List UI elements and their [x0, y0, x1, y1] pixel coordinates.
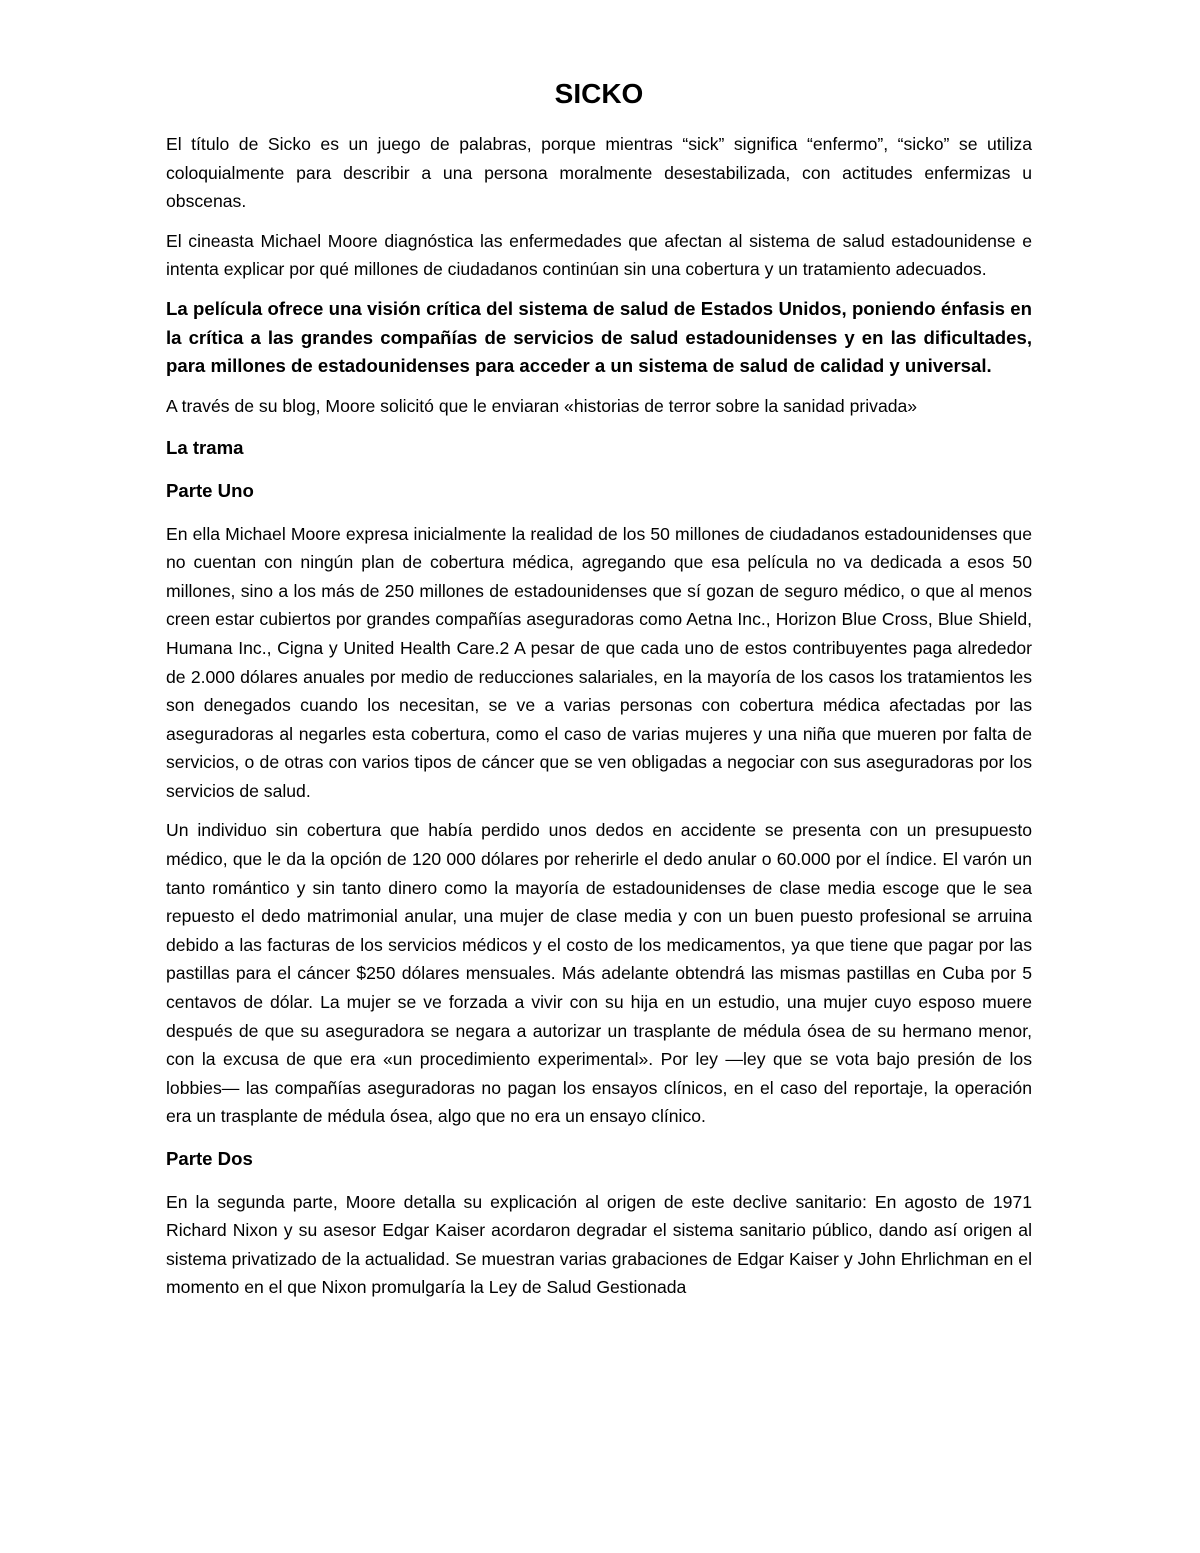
parte-dos-paragraph: En la segunda parte, Moore detalla su explicación al origen de este declive sanitario: En agosto de 1971 Richard Nixon y su asesor Edgar Kaiser acordaron degradar el sistema sanitario público, dando así origen al sistema privatizado de la actualidad. Se muestran varias grabaciones de Edgar Kaiser y John Ehrlichman en el momento en el que Nixon promulgaría la Ley de Salud Gestionada — [166, 1191, 1032, 1298]
parte-uno-paragraph-1: En ella Michael Moore expresa inicialmente la realidad de los 50 millones de ciudadanos estadounidenses que no cuentan con ningún plan de cobertura médica, agregando que esa película no va dedicada a esos 50 millones, sino a los más de 250 millones de estadounidenses que sí gozan de seguro médico, o que al menos creen estar cubiertos por grandes compañías aseguradoras como Aetna Inc., Horizon Blue Cross, Blue Shield, Humana Inc., Cigna y United Health Care.2 A pesar de que cada uno de estos contribuyentes paga alrededor de 2.000 dólares anuales por medio de reducciones salariales, en la mayoría de los casos los tratamientos les son denegados cuando los necesitan, se ve a varias personas con cobertura médica afectadas por las aseguradoras al negarles esta cobertura, como el caso de varias mujeres y una niña que mueren por falta de servicios, o de otras con varios tipos de cáncer que se ven obligadas a negociar con sus aseguradoras por los servicios de salud. — [166, 523, 1032, 801]
heading-la-trama: La trama — [166, 437, 244, 459]
heading-parte-dos: Parte Dos — [166, 1148, 253, 1169]
document-title: SICKO — [554, 78, 644, 109]
blog-paragraph: A través de su blog, Moore solicitó que le enviaran «historias de terror sobre la sanidad privada» — [166, 395, 918, 416]
intro-paragraph-title-meaning: El título de Sicko es un juego de palabras, porque mientras “sick” significa “enfermo”, “sicko” se utiliza coloquialmente para describir a una persona moralmente desestabilizada, con actitudes enfermizas u obscenas. — [166, 134, 1032, 212]
bold-summary-paragraph: La película ofrece una visión crítica del sistema de salud de Estados Unidos, poniendo énfasis en la crítica a las grandes compañías de servicios de salud estadounidenses y en las dificultades, para millones de estadounidenses para acceder a un sistema de salud de calidad y universal. — [166, 297, 1032, 377]
parte-uno-paragraph-2: Un individuo sin cobertura que había perdido unos dedos en accidente se presenta con un presupuesto médico, que le da la opción de 120 000 dólares por reherirle el dedo anular o 60.000 por el índice. El varón un tanto romántico y sin tanto dinero como la mayoría de estadounidenses de clase media escoge que le sea repuesto el dedo matrimonial anular, una mujer de clase media y con un buen puesto profesional se arruina debido a las facturas de los servicios médicos y el costo de los medicamentos, ya que tiene que pagar por las pastillas para el cáncer $250 dólares mensuales. Más adelante obtendrá las mismas pastillas en Cuba por 5 centavos de dólar. La mujer se ve forzada a vivir con su hija en un estudio, una mujer cuyo esposo muere después de que su aseguradora se negara a autorizar un trasplante de médula ósea de su hermano menor, con la excusa de que era «un procedimiento experimental». Por ley —ley que se vota bajo presión de los lobbies— las compañías aseguradoras no pagan los ensayos clínicos, en el caso del reportaje, la operación era un trasplante de médula ósea, algo que no era un ensayo clínico. — [166, 820, 1032, 1127]
intro-paragraph-filmmaker: El cineasta Michael Moore diagnóstica las enfermedades que afectan al sistema de salud estadounidense e intenta explicar por qué millones de ciudadanos continúan sin una cobertura y un tratamiento adecuados. — [166, 230, 1032, 280]
heading-parte-uno: Parte Uno — [166, 479, 254, 501]
document-body — [166, 76, 1032, 1313]
